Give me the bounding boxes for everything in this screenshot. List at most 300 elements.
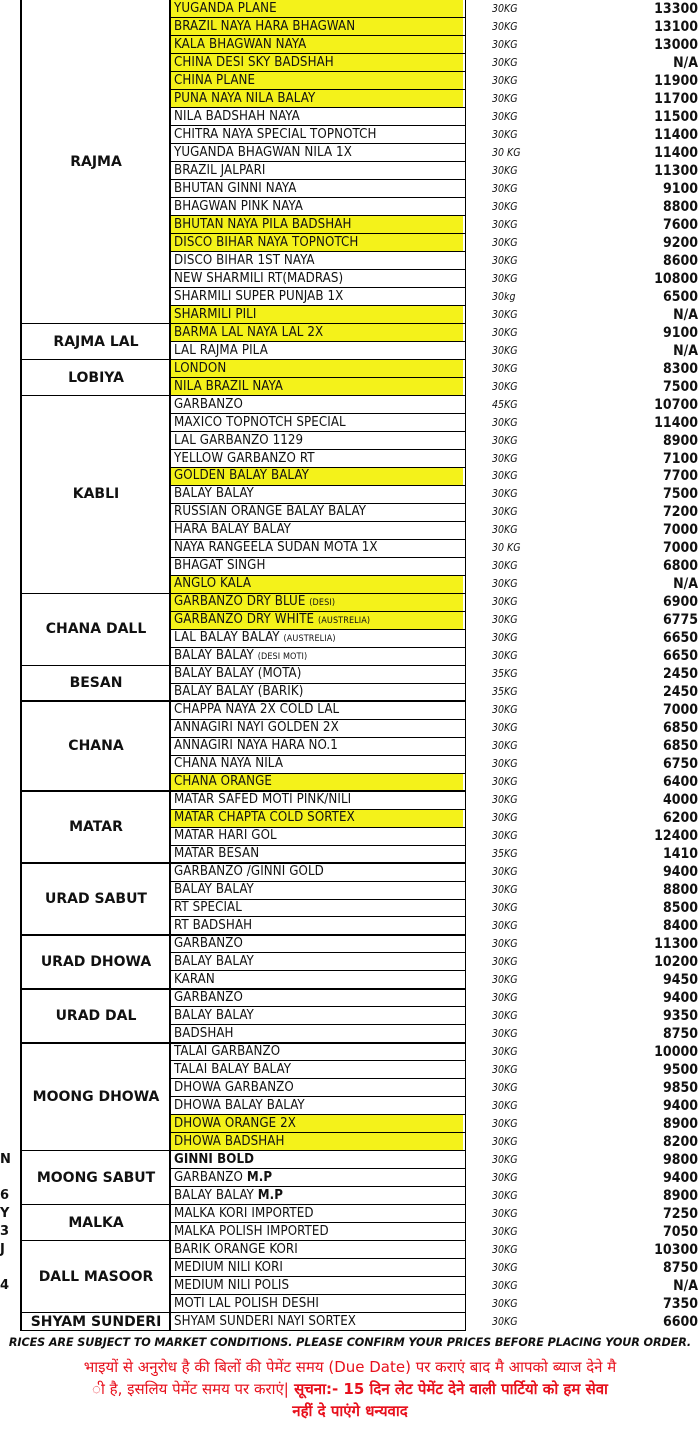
table-row — [170, 288, 698, 306]
row-divider — [170, 737, 466, 738]
item-name-text: BHUTAN GINNI NAYA — [174, 180, 297, 196]
table-row — [170, 252, 698, 270]
item-weight: 30KG — [492, 937, 518, 950]
item-price: 8300 — [662, 360, 698, 377]
table-row — [170, 593, 698, 611]
row-divider — [170, 773, 466, 774]
notice-line-3 — [0, 1400, 700, 1422]
item-weight: 30KG — [492, 92, 518, 105]
item-name — [170, 342, 463, 360]
row-divider — [170, 899, 466, 900]
item-name-text: MATAR BESAN — [174, 846, 260, 862]
row-divider — [170, 503, 466, 504]
item-name — [170, 18, 463, 36]
item-weight: 30KG — [492, 218, 518, 231]
item-name — [170, 1277, 463, 1295]
item-price: N/A — [673, 342, 698, 359]
item-name — [170, 1205, 463, 1223]
table-row — [170, 989, 698, 1007]
item-name — [170, 989, 463, 1007]
row-divider — [170, 539, 466, 540]
item-name — [170, 1007, 463, 1025]
item-name — [170, 845, 463, 863]
item-price: 9200 — [662, 234, 698, 251]
item-name-text: BALAY BALAY — [174, 953, 254, 969]
item-name — [170, 575, 463, 593]
item-name-text: RT BADSHAH — [174, 917, 253, 933]
item-name-text: HARA BALAY BALAY — [174, 522, 291, 538]
item-price: 6800 — [662, 558, 698, 575]
item-name — [170, 1187, 463, 1205]
item-name-text: BRAZIL JALPARI — [174, 162, 266, 178]
item-name-text: BARIK ORANGE KORI — [174, 1241, 298, 1257]
item-weight: 30KG — [492, 1315, 518, 1328]
item-name-text: TALAI GARBANZO — [174, 1043, 281, 1059]
item-weight: 30KG — [492, 632, 518, 645]
item-name-text: LAL RAJMA PILA — [174, 342, 268, 358]
item-name — [170, 1097, 463, 1115]
item-note: (DESI) — [309, 598, 336, 609]
item-price: 11400 — [654, 144, 698, 161]
group-divider — [20, 1204, 466, 1206]
row-divider — [170, 845, 466, 846]
item-name-text: PUNA NAYA NILA BALAY — [174, 90, 316, 106]
item-weight: 30KG — [492, 434, 518, 447]
category-label: URAD DAL — [55, 1007, 137, 1024]
table-row — [170, 1061, 698, 1079]
table-row — [170, 827, 698, 845]
item-name — [170, 396, 463, 414]
item-price: 10200 — [654, 953, 698, 970]
item-name-text: BRAZIL NAYA HARA BHAGWAN — [174, 18, 356, 34]
item-name — [170, 0, 463, 18]
row-divider — [170, 269, 466, 270]
item-price: 8400 — [662, 917, 698, 934]
item-name — [170, 180, 463, 198]
row-divider — [170, 35, 466, 36]
group-divider — [20, 395, 466, 397]
item-name-text: DHOWA BADSHAH — [174, 1133, 285, 1149]
table-row — [170, 342, 698, 360]
table-row — [170, 755, 698, 773]
item-name-text: GARBANZO DRY BLUE — [174, 594, 310, 610]
row-divider — [170, 197, 466, 198]
item-name — [170, 1133, 463, 1151]
item-weight: 30kg — [492, 290, 516, 303]
item-name — [170, 485, 463, 503]
item-name — [170, 683, 463, 701]
row-divider — [170, 287, 466, 288]
row-divider — [170, 341, 466, 342]
item-weight: 30KG — [492, 1297, 518, 1310]
row-divider — [170, 17, 466, 18]
item-name-text: GARBANZO — [174, 935, 243, 951]
item-name — [170, 162, 463, 180]
row-divider — [170, 413, 466, 414]
group-divider — [20, 988, 466, 990]
table-row — [170, 647, 698, 665]
row-divider — [170, 485, 466, 486]
item-name — [170, 863, 463, 881]
item-name-text: GINNI BOLD — [174, 1151, 255, 1167]
item-name-text: NILA BADSHAH NAYA — [174, 108, 300, 124]
table-row — [170, 899, 698, 917]
table-row — [170, 378, 698, 396]
row-divider — [170, 1276, 466, 1277]
item-price: 8800 — [662, 198, 698, 215]
item-price: 8900 — [662, 1115, 698, 1132]
group-divider — [20, 934, 466, 936]
item-weight: 30KG — [492, 1189, 518, 1202]
notice-line-2-plain: ी है, इसलिय पेमेंट समय पर कराएं| — [92, 1380, 289, 1398]
item-weight: 30KG — [492, 991, 518, 1004]
table-row — [170, 1151, 698, 1169]
table-row — [170, 791, 698, 809]
item-name — [170, 216, 463, 234]
category-label: URAD DHOWA — [40, 953, 152, 970]
row-divider — [170, 1132, 466, 1133]
item-price: 6600 — [662, 1313, 698, 1330]
row-divider — [170, 107, 466, 108]
item-weight: 30KG — [492, 308, 518, 321]
item-price: 10700 — [654, 396, 698, 413]
group-divider — [20, 862, 466, 864]
item-price: 7350 — [662, 1295, 698, 1312]
table-row — [170, 180, 698, 198]
item-price: 8750 — [662, 1259, 698, 1276]
row-divider — [170, 467, 466, 468]
category-label: SHYAM SUNDERI — [30, 1313, 162, 1330]
item-note: (AUSTRELIA) — [318, 616, 371, 627]
table-row — [170, 665, 698, 683]
item-name — [170, 809, 463, 827]
item-name-text: GARBANZO — [174, 1169, 247, 1185]
table-row — [170, 1313, 698, 1331]
item-price: 10300 — [654, 1241, 698, 1258]
item-name — [170, 1151, 463, 1169]
item-weight: 30KG — [492, 596, 518, 609]
category-label: DALL MASOOR — [38, 1268, 154, 1285]
row-divider — [170, 970, 466, 971]
item-price: 13000 — [654, 36, 698, 53]
table-row — [170, 306, 698, 324]
table-row — [170, 1259, 698, 1277]
table-row — [170, 575, 698, 593]
item-price: 6850 — [662, 738, 698, 755]
group-divider — [20, 1240, 466, 1242]
category-label: MATAR — [69, 819, 123, 836]
item-price: 6650 — [662, 630, 698, 647]
item-price: 8750 — [662, 1025, 698, 1042]
item-weight: 30 KG — [492, 542, 521, 555]
row-divider — [170, 916, 466, 917]
item-name-text: BALAY BALAY (BARIK) — [174, 684, 304, 700]
row-divider — [170, 449, 466, 450]
item-weight: 30KG — [492, 830, 518, 843]
table-row — [170, 360, 698, 378]
item-name-text: BALAY BALAY (MOTA) — [174, 666, 302, 682]
row-divider — [170, 521, 466, 522]
item-price: 8500 — [662, 900, 698, 916]
item-name-text: GARBANZO DRY WHITE — [174, 612, 319, 628]
notice-line-2 — [0, 1378, 700, 1400]
table-row — [170, 1025, 698, 1043]
notice-line-1: भाइयों से अनुरोध है की बिलों की पेमेंट समय (Due Date) पर कराएं बाद मै आपको ब्याज देने मै — [83, 1358, 617, 1376]
row-divider — [170, 1222, 466, 1223]
item-price: 6200 — [662, 810, 698, 827]
item-price: 13100 — [654, 18, 698, 35]
row-divider — [170, 251, 466, 252]
item-name — [170, 791, 463, 809]
row-divider — [170, 1168, 466, 1169]
table-row — [170, 557, 698, 575]
item-suffix: M.P — [257, 1187, 284, 1203]
row-divider — [170, 125, 466, 126]
item-price: 9100 — [662, 324, 698, 341]
row-divider — [170, 557, 466, 558]
table-row — [170, 1097, 698, 1115]
group-divider — [20, 1330, 466, 1332]
item-name-text: MOTI LAL POLISH DESHI — [174, 1295, 319, 1311]
item-name — [170, 270, 463, 288]
row-divider — [170, 629, 466, 630]
table-row — [170, 1277, 698, 1295]
item-weight: 30KG — [492, 1063, 518, 1076]
row-divider — [170, 647, 466, 648]
table-row — [170, 1133, 698, 1151]
item-weight: 30KG — [492, 776, 518, 789]
item-weight: 30KG — [492, 74, 518, 87]
item-price: 6400 — [662, 774, 698, 791]
item-name — [170, 647, 463, 665]
item-weight: 30KG — [492, 128, 518, 141]
group-divider — [20, 359, 466, 361]
table-row — [170, 36, 698, 54]
row-divider — [170, 827, 466, 828]
notice-line-3-bold: नहीं दे पाएंगे धन्यवाद — [292, 1402, 408, 1420]
row-divider — [170, 611, 466, 612]
category-label: RAJMA LAL — [53, 333, 139, 350]
table-row — [170, 432, 698, 450]
item-name-text: YELLOW GARBANZO RT — [174, 450, 315, 466]
table-row — [170, 108, 698, 126]
item-name — [170, 719, 463, 737]
payment-notice — [0, 1356, 700, 1422]
row-divider — [170, 755, 466, 756]
item-weight: 30KG — [492, 236, 518, 249]
item-name — [170, 1169, 463, 1187]
item-weight: 30KG — [492, 164, 518, 177]
table-row — [170, 144, 698, 162]
item-weight: 30KG — [492, 794, 518, 807]
item-name-text: DHOWA BALAY BALAY — [174, 1097, 305, 1113]
item-name — [170, 144, 463, 162]
table-row — [170, 162, 698, 180]
item-weight: 30KG — [492, 758, 518, 771]
table-row — [170, 683, 698, 701]
item-weight: 30KG — [492, 56, 518, 69]
row-divider — [170, 377, 466, 378]
item-weight: 30KG — [492, 344, 518, 357]
item-weight: 30KG — [492, 470, 518, 483]
item-name-text: ANNAGIRI NAYI GOLDEN 2X — [174, 720, 339, 736]
item-price: N/A — [673, 576, 698, 593]
item-weight: 30KG — [492, 1207, 518, 1220]
category-label: MOONG DHOWA — [32, 1088, 160, 1105]
item-weight: 30KG — [492, 20, 518, 33]
item-name — [170, 539, 463, 557]
item-name — [170, 414, 463, 432]
left-edge-fragment: 3 — [0, 1223, 10, 1239]
item-price: 7000 — [662, 702, 698, 719]
item-name-text: BALAY BALAY — [174, 648, 258, 664]
item-name-text: MATAR CHAPTA COLD SORTEX — [174, 810, 355, 826]
item-weight: 30 KG — [492, 146, 521, 159]
item-name-text: SHYAM SUNDERI NAYI SORTEX — [174, 1313, 357, 1329]
table-row — [170, 485, 698, 503]
item-name-text: LAL GARBANZO 1129 — [174, 432, 304, 448]
table-row — [170, 414, 698, 432]
item-price: 11400 — [654, 414, 698, 431]
row-divider — [170, 1078, 466, 1079]
item-name — [170, 378, 463, 396]
left-edge-fragment: Y — [0, 1205, 10, 1221]
table-row — [170, 216, 698, 234]
item-name — [170, 665, 463, 683]
item-weight: 30KG — [492, 326, 518, 339]
item-name-text: RT SPECIAL — [174, 900, 242, 915]
row-divider — [170, 305, 466, 306]
item-weight: 45KG — [492, 398, 518, 411]
item-weight: 30KG — [492, 524, 518, 537]
table-row — [170, 450, 698, 468]
item-note: (DESI MOTI) — [257, 652, 308, 663]
item-price: 6500 — [662, 288, 698, 305]
item-price: 9400 — [662, 1169, 698, 1186]
item-name-text: MAXICO TOPNOTCH SPECIAL — [174, 414, 346, 430]
row-divider — [170, 1096, 466, 1097]
item-weight: 30KG — [492, 1153, 518, 1166]
item-price: 9450 — [662, 971, 698, 988]
item-weight: 30KG — [492, 704, 518, 717]
item-note: (AUSTRELIA) — [283, 634, 336, 645]
item-name — [170, 773, 463, 791]
item-name — [170, 935, 463, 953]
group-divider — [20, 593, 466, 595]
item-price: 8900 — [662, 432, 698, 449]
item-name-text: NAYA RANGEELA SUDAN MOTA 1X — [174, 540, 378, 556]
item-price: 9500 — [662, 1061, 698, 1078]
table-row — [170, 773, 698, 791]
item-weight: 30KG — [492, 812, 518, 825]
table-row — [170, 539, 698, 557]
item-weight: 30KG — [492, 614, 518, 627]
item-name — [170, 737, 463, 755]
item-name — [170, 108, 463, 126]
item-price: 7250 — [662, 1205, 698, 1222]
item-name — [170, 827, 463, 845]
item-name-text: LONDON — [174, 360, 227, 376]
item-weight: 30KG — [492, 380, 518, 393]
item-weight: 35KG — [492, 686, 518, 699]
item-weight: 30KG — [492, 740, 518, 753]
item-price: 6850 — [662, 720, 698, 737]
item-weight: 30KG — [492, 254, 518, 267]
table-row — [170, 719, 698, 737]
group-divider — [20, 1042, 466, 1044]
row-divider — [170, 1060, 466, 1061]
item-name-text: BALAY BALAY — [174, 1007, 254, 1023]
table-row — [170, 1187, 698, 1205]
item-name — [170, 198, 463, 216]
table-row — [170, 1205, 698, 1223]
notice-line-2-bold: सूचना:- 15 दिन लेट पेमेंट देने वाली पार्टियो को हम सेवा — [288, 1380, 608, 1398]
group-divider — [20, 323, 466, 325]
item-price: 8200 — [662, 1133, 698, 1150]
item-weight: 30KG — [492, 506, 518, 519]
item-price: 4000 — [662, 792, 698, 809]
item-weight: 30KG — [492, 1081, 518, 1094]
category-label: BESAN — [69, 675, 123, 692]
item-price: 7600 — [662, 216, 698, 233]
item-name — [170, 450, 463, 468]
table-row — [170, 1169, 698, 1187]
item-name-text: MALKA KORI IMPORTED — [174, 1205, 314, 1221]
item-name-text: BHUTAN NAYA PILA BADSHAH — [174, 216, 352, 232]
item-price: 7050 — [662, 1223, 698, 1240]
item-name — [170, 917, 463, 935]
table-row — [170, 234, 698, 252]
row-divider — [170, 233, 466, 234]
item-name-text: DHOWA ORANGE 2X — [174, 1115, 296, 1131]
item-suffix: M.P — [246, 1169, 273, 1185]
item-name-text: RUSSIAN ORANGE BALAY BALAY — [174, 504, 367, 520]
item-weight: 30KG — [492, 1171, 518, 1184]
category-label: KABLI — [72, 486, 120, 503]
table-row — [170, 701, 698, 719]
table-row — [170, 1043, 698, 1061]
item-weight: 30KG — [492, 3, 518, 15]
category-label: LOBIYA — [68, 369, 124, 386]
item-name-text: CHAPPA NAYA 2X COLD LAL — [174, 702, 340, 718]
item-name-text: KALA BHAGWAN NAYA — [174, 36, 307, 52]
item-name — [170, 1223, 463, 1241]
row-divider — [170, 53, 466, 54]
item-weight: 30KG — [492, 452, 518, 465]
item-name — [170, 90, 463, 108]
group-divider — [20, 700, 466, 702]
item-price: 7700 — [662, 468, 698, 485]
item-name — [170, 971, 463, 989]
item-name-text: CHANA ORANGE — [174, 774, 273, 790]
item-name-text: SHARMILI PILI — [174, 306, 257, 322]
row-divider — [170, 881, 466, 882]
item-price: N/A — [673, 54, 698, 71]
table-row — [170, 845, 698, 863]
item-name-text: NILA BRAZIL NAYA — [174, 378, 284, 394]
item-name-text: BADSHAH — [174, 1025, 234, 1041]
item-price: 6750 — [662, 756, 698, 773]
row-divider — [170, 431, 466, 432]
item-name — [170, 629, 463, 647]
table-row — [170, 917, 698, 935]
row-divider — [170, 1024, 466, 1025]
item-name-text: CHINA DESI SKY BADSHAH — [174, 54, 334, 70]
group-divider — [20, 1150, 466, 1152]
item-weight: 30KG — [492, 182, 518, 195]
item-price: 13300 — [654, 1, 698, 17]
item-price: 1410 — [662, 846, 698, 863]
